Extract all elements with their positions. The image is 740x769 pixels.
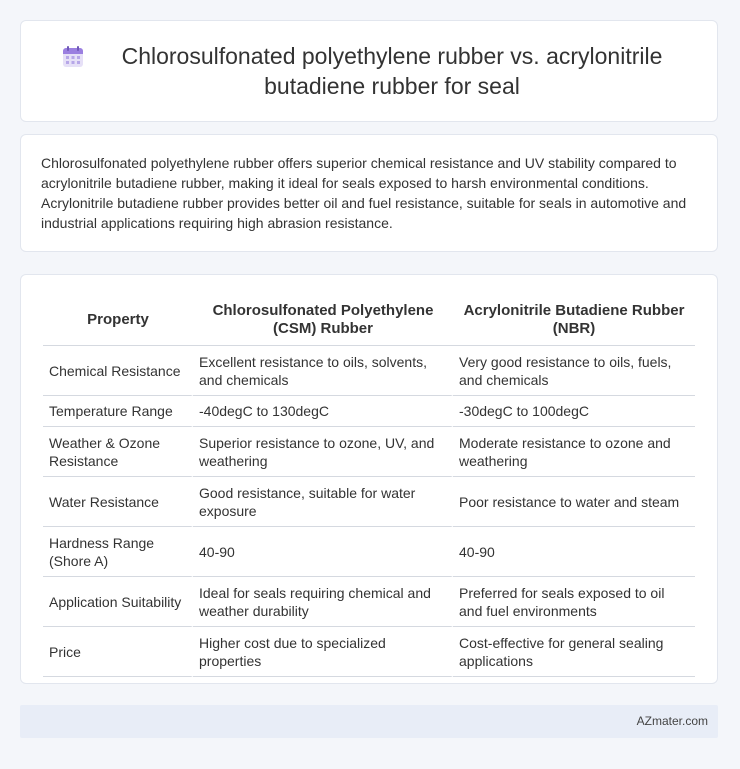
cell-csm: Good resistance, suitable for water exposure — [193, 477, 453, 527]
cell-property: Hardness Range (Shore A) — [43, 527, 193, 577]
header-nbr: Acrylonitrile Butadiene Rubber (NBR) — [453, 295, 695, 346]
cell-property: Temperature Range — [43, 396, 193, 427]
table-row — [43, 577, 695, 627]
cell-csm: Higher cost due to specialized properties — [193, 627, 453, 677]
cell-csm: Ideal for seals requiring chemical and weather durability — [193, 577, 453, 627]
comparison-table-card — [20, 274, 718, 684]
summary-text: Chlorosulfonated polyethylene rubber offers superior chemical resistance and UV stability compared to acrylonitrile butadiene rubber, making it ideal for seals exposed to harsh environmental conditions. Acrylonitrile butadiene rubber provides better oil and fuel resistance, suitable for seals in automotive and industrial applications requiring high abrasion resistance. — [41, 155, 687, 231]
table-row — [43, 527, 695, 577]
cell-property: Price — [43, 627, 193, 677]
cell-nbr: Poor resistance to water and steam — [453, 477, 695, 527]
cell-csm: 40-90 — [193, 527, 453, 577]
header-csm: Chlorosulfonated Polyethylene (CSM) Rubber — [193, 295, 453, 346]
cell-nbr: Very good resistance to oils, fuels, and chemicals — [453, 346, 695, 396]
cell-csm: -40degC to 130degC — [193, 396, 453, 427]
table-row — [43, 627, 695, 677]
footer-brand[interactable]: AZmater.com — [636, 714, 708, 728]
comparison-table — [43, 295, 695, 677]
cell-property: Water Resistance — [43, 477, 193, 527]
cell-csm: Excellent resistance to oils, solvents, and chemicals — [193, 346, 453, 396]
table-row — [43, 346, 695, 396]
title-row — [21, 41, 717, 101]
table-row — [43, 396, 695, 427]
header-property: Property — [43, 295, 193, 346]
table-header-row — [43, 295, 695, 346]
table-row — [43, 477, 695, 527]
cell-csm: Superior resistance to ozone, UV, and weathering — [193, 427, 453, 477]
table-row — [43, 427, 695, 477]
cell-property: Application Suitability — [43, 577, 193, 627]
cell-property: Chemical Resistance — [43, 346, 193, 396]
page-title: Chlorosulfonated polyethylene rubber vs. acrylonitrile butadiene rubber for seal — [121, 43, 663, 99]
cell-property: Weather & Ozone Resistance — [43, 427, 193, 477]
footer-bar — [20, 705, 718, 738]
calendar-icon — [61, 45, 85, 69]
cell-nbr: 40-90 — [453, 527, 695, 577]
cell-nbr: Moderate resistance to ozone and weathering — [453, 427, 695, 477]
cell-nbr: Preferred for seals exposed to oil and fuel environments — [453, 577, 695, 627]
cell-nbr: Cost-effective for general sealing applications — [453, 627, 695, 677]
summary-card — [20, 134, 718, 252]
cell-nbr: -30degC to 100degC — [453, 396, 695, 427]
title-card — [20, 20, 718, 122]
